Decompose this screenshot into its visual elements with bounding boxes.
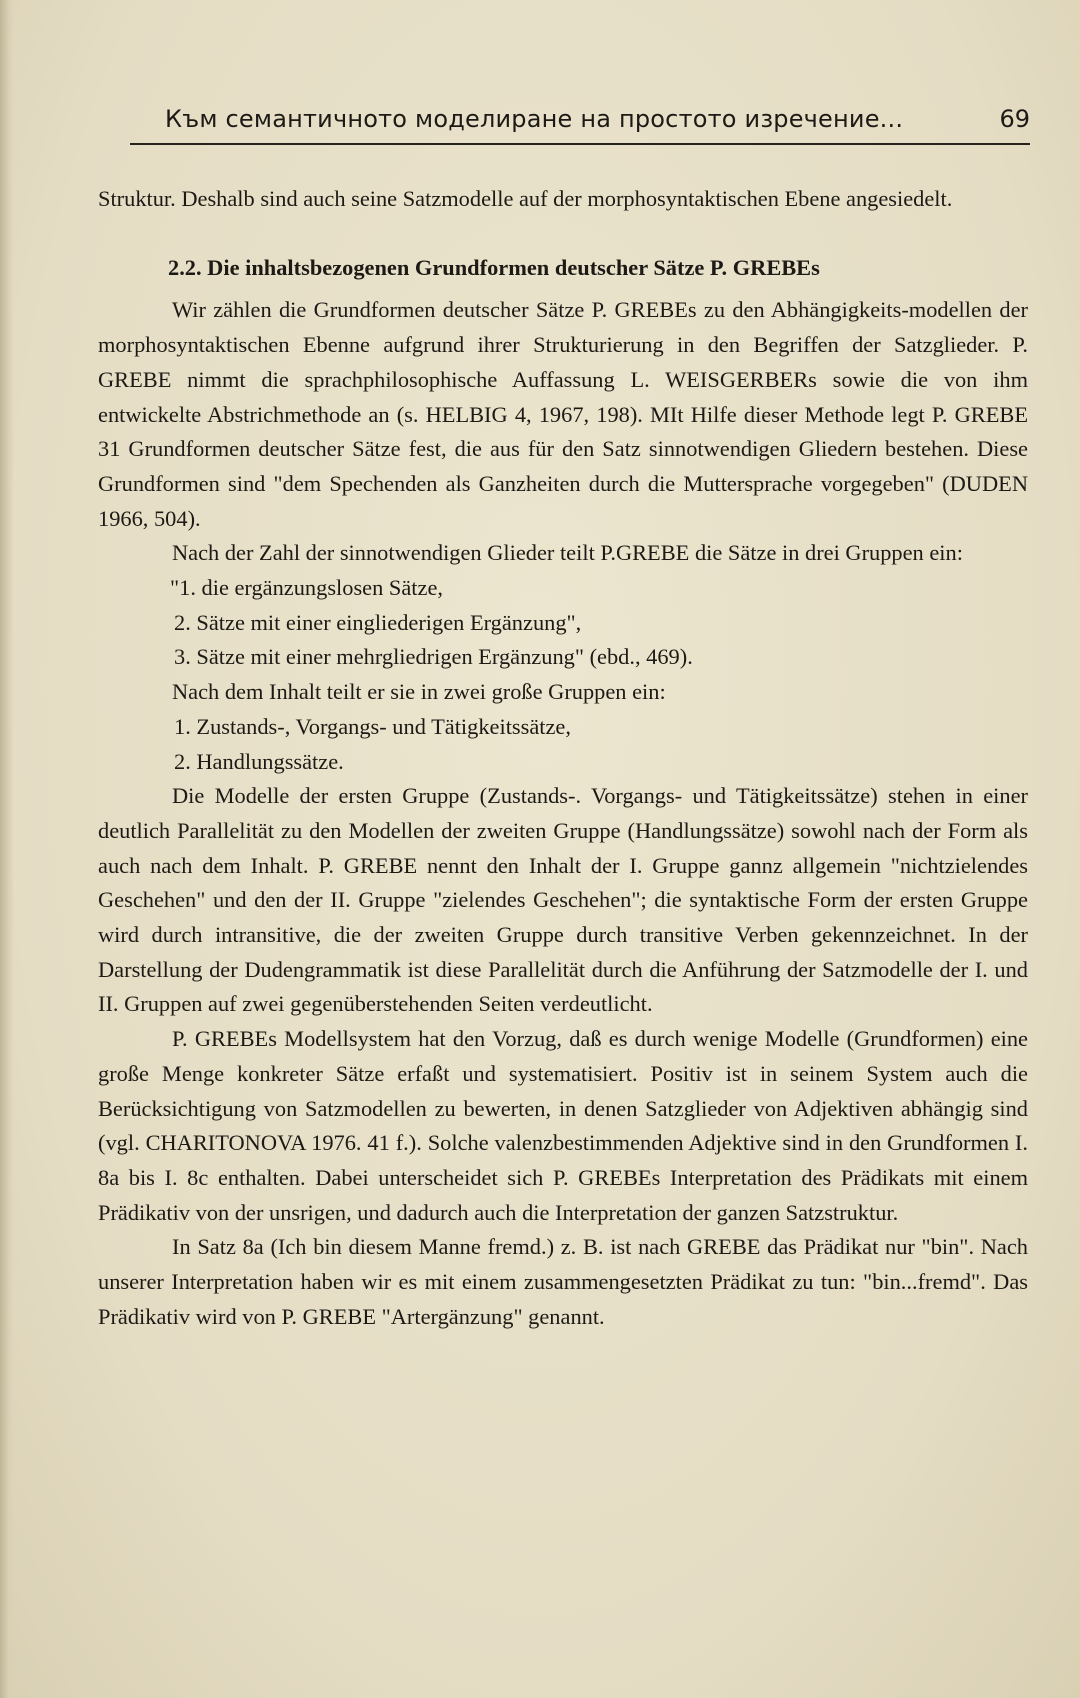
paragraph: In Satz 8a (Ich bin diesem Manne fremd.) z. B. ist nach GREBE das Prädikat nur "bin". Nach unserer Interpretation haben wir es mit einem zusammengesetzten Prädikat zu tun: "bin...fremd". Das Prädikativ wird von P. GREBE "Artergänzung" genannt. — [98, 1234, 1028, 1329]
list-item: 2. Handlungssätze. — [174, 748, 344, 774]
list-item: 3. Sätze mit einer mehrgliedrigen Ergänzung" (ebd., 469). — [174, 644, 693, 670]
paragraph: P. GREBEs Modellsystem hat den Vorzug, daß es durch wenige Modelle (Grundformen) eine große Menge konkreter Sätze erfaßt und systematisiert. Positiv ist in seinem System auch die Berücksichtigung von Satzmodellen zu bewerten, in denen Satzglieder von Adjektiven abhängig sind (vgl. CHARITONOVA 1976. 41 f.). Solche valenzbestimmenden Adjektive sind in den Grundformen I. 8a bis I. 8c enthalten. Dabei unterscheidet sich P. GREBEs Interpretation des Prädikats mit einem Prädikativ von der unsrigen, und dadurch auch die Interpretation der ganzen Satzstruktur. — [98, 1026, 1028, 1225]
running-title: Към семантичното моделиране на простото изречение... — [165, 105, 904, 133]
header-rule — [130, 143, 1030, 145]
paragraph: Die Modelle der ersten Gruppe (Zustands-. Vorgangs- und Tätigkeitssätze) stehen in einer deutlich Parallelität zu den Modellen der zweiten Gruppe (Handlungssätze) sowohl nach der Form als auch nach dem Inhalt. P. GREBE nennt den Inhalt der I. Gruppe gannz allgemein "nichtzielendes Geschehen" und den der II. Gruppe "zielendes Geschehen"; die syntaktische Form der ersten Gruppe wird durch intransitive, die der zweiten Gruppe durch transitive Verben gekennzeichnet. In der Darstellung der Dudengrammatik ist diese Parallelität durch die Anführung der Satzmodelle der I. und II. Gruppen auf zwei gegenüberstehenden Seiten verdeutlicht. — [98, 783, 1028, 1017]
list-item: 2. Sätze mit einer eingliederigen Ergänzung", — [174, 609, 582, 635]
running-header — [145, 105, 1030, 139]
list-item: "1. die ergänzungslosen Sätze, — [170, 575, 443, 601]
page-number: 69 — [999, 105, 1030, 133]
paragraph: Wir zählen die Grundformen deutscher Sätze P. GREBEs zu den Abhängigkeits-modellen der morphosyntaktischen Ebenne aufgrund ihrer Strukturierung in den Begriffen der Satzglieder. P. GREBE nimmt die sprachphilosophische Auffassung L. WEISGERBERs sowie die von ihm entwickelte Abstrichmethode an (s. HELBIG 4, 1967, 198). MIt Hilfe dieser Methode legt P. GREBE 31 Grundformen deutscher Sätze fest, die aus für den Satz sinnotwendigen Gliedern bestehen. Diese Grundformen sind "dem Spechenden als Ganzheiten durch die Muttersprache vorgegeben" (DUDEN 1966, 504). — [98, 297, 1028, 531]
list-item: 1. Zustands-, Vorgangs- und Tätigkeitssätze, — [174, 713, 571, 739]
paragraph-continuation: Struktur. Deshalb sind auch seine Satzmodelle auf der morphosyntaktischen Ebene angesiedelt. — [98, 186, 953, 211]
paragraph: Nach der Zahl der sinnotwendigen Glieder teilt P.GREBE die Sätze in drei Gruppen ein: — [172, 540, 963, 566]
page-body — [98, 182, 1028, 1335]
section-heading: 2.2. Die inhaltsbezogenen Grundformen deutscher Sätze P. GREBEs — [168, 254, 820, 280]
paragraph: Nach dem Inhalt teilt er sie in zwei große Gruppen ein: — [172, 679, 666, 705]
page-binding-edge — [0, 0, 14, 1698]
